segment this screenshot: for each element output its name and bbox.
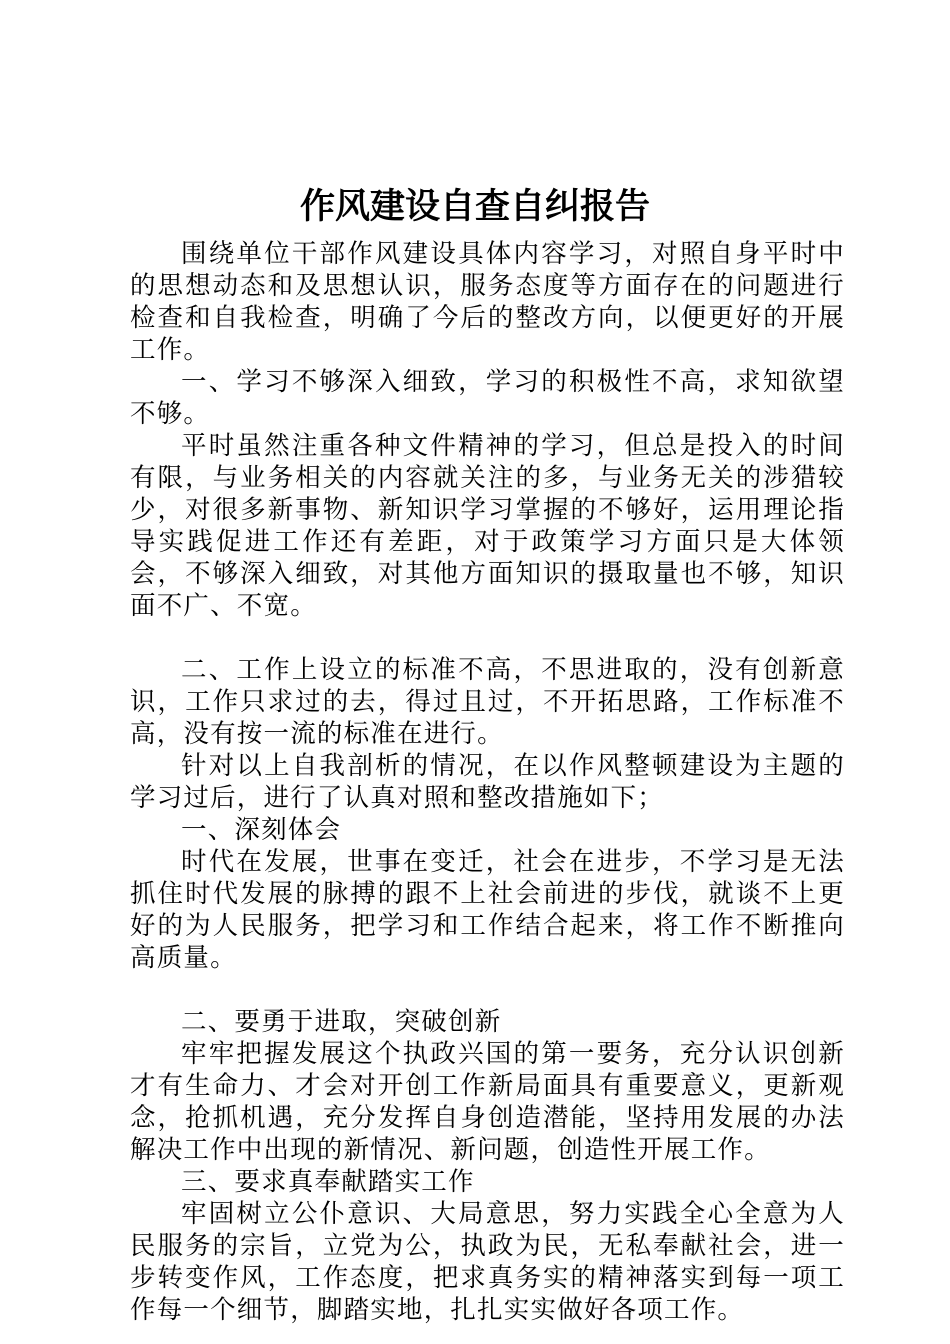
measure-two-heading: 二、要勇于进取，突破创新 — [181, 1007, 502, 1037]
intro-paragraph: 围绕单位干部作风建设具体内容学习，对照自身平时中的思想动态和及思想认识，服务态度等方面存在的问题进行检查和自我检查，明确了今后的整改方向，以便更好的开展工作。 — [130, 239, 845, 365]
measure-two-paragraph: 牢牢把握发展这个执政兴国的第一要务，充分认识创新才有生命力、才会对开创工作新局面具有重要意义，更新观念，抢抓机遇，充分发挥自身创造潜能，坚持用发展的办法解决工作中出现的新情况、新问题，创造性开展工作。 — [130, 1039, 845, 1165]
document-title: 作风建设自查自纠报告 — [299, 187, 650, 227]
measure-three-paragraph: 牢固树立公仆意识、大局意思，努力实践全心全意为人民服务的宗旨，立党为公，执政为民，无私奉献社会，进一步转变作风，工作态度，把求真务实的精神落实到每一项工作每一个细节，脚踏实地，扎扎实实做好各项工作。 — [130, 1199, 845, 1325]
issue-one-heading: 一、学习不够深入细致，学习的积极性不高，求知欲望不够。 — [130, 367, 845, 429]
measure-three-heading: 三、要求真奉献踏实工作 — [181, 1167, 475, 1197]
issue-one-paragraph: 平时虽然注重各种文件精神的学习，但总是投入的时间有限，与业务相关的内容就关注的多，与业务无关的涉猎较少，对很多新事物、新知识学习掌握的不够好，运用理论指导实践促进工作还有差距，对于政策学习方面只是大体领会，不够深入细致，对其他方面知识的摄取量也不够，知识面不广、不宽。 — [130, 431, 845, 621]
document-body — [130, 238, 845, 1326]
measure-one-paragraph: 时代在发展，世事在变迁，社会在进步，不学习是无法抓住时代发展的脉搏的跟不上社会前进的步伐，就谈不上更好的为人民服务，把学习和工作结合起来，将工作不断推向高质量。 — [130, 847, 845, 973]
measure-one-heading: 一、深刻体会 — [181, 815, 342, 845]
measures-intro-paragraph: 针对以上自我剖析的情况，在以作风整顿建设为主题的学习过后，进行了认真对照和整改措施如下； — [130, 751, 845, 813]
issue-two-paragraph: 二、工作上设立的标准不高，不思进取的，没有创新意识，工作只求过的去，得过且过，不开拓思路，工作标准不高，没有按一流的标准在进行。 — [130, 655, 845, 749]
